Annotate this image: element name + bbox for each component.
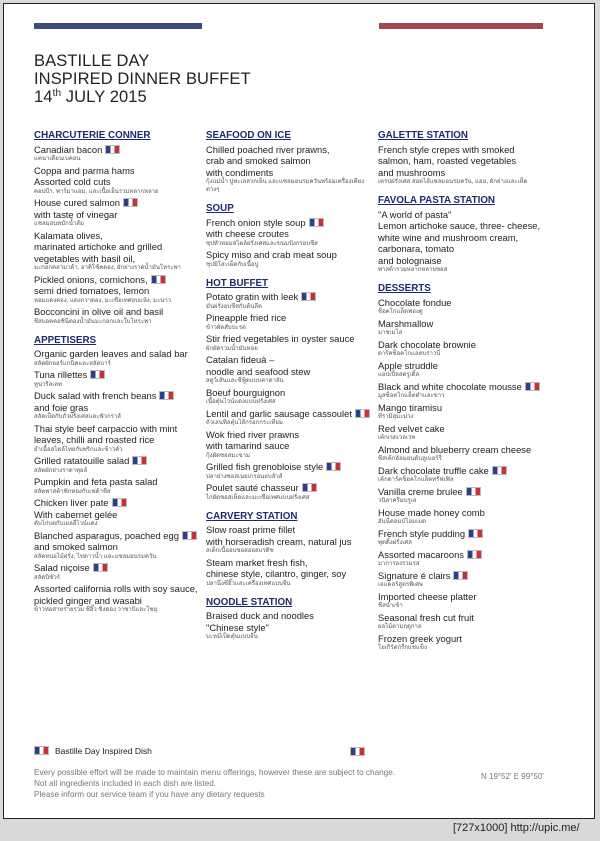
legend-label: Bastille Day Inspired Dish	[55, 746, 152, 756]
disclaimer	[34, 767, 404, 800]
menu-item	[378, 612, 558, 632]
dish-thai-name: มะกอกคลามาต้า, อาติโช้คดอง, ผักย่างราดน้ำมันโหระพา	[34, 265, 181, 271]
dish-name-line: white wine and mushroom cream,	[378, 231, 519, 243]
section-title: APPETISERS	[34, 334, 97, 346]
menu-item	[378, 381, 558, 401]
dish-thai-name: ซุปหัวหอมสไตล์ฝรั่งเศสและขนมปังกรอบชีส	[206, 240, 318, 247]
menu-item	[378, 528, 558, 548]
menu-item	[378, 465, 558, 485]
dish-name-line: Grilled fish grenobloise style	[206, 461, 376, 473]
menu-item	[206, 312, 376, 332]
watermark-text: [727x1000] http://upic.me/	[453, 822, 580, 834]
menu-item	[34, 306, 202, 326]
dish-name: House cured salmon	[34, 197, 120, 208]
menu-item	[34, 197, 202, 228]
legend	[34, 746, 152, 756]
menu-item	[206, 524, 376, 555]
dish-thai-name: กุ้งผัดซอสมะขาม	[206, 452, 250, 459]
menu-section	[206, 597, 376, 642]
dish-thai-name: สเต็กเนื้ออบซอสฮอสแรดิช	[206, 548, 274, 554]
menu-item	[34, 369, 202, 389]
dish-thai-name: ซุปมิโสะเผ็ดกับเนื้อปู	[206, 261, 259, 268]
menu-section	[206, 278, 376, 502]
dish-thai-name: มาการองรวมรส	[378, 561, 420, 567]
dish-name-wrap	[34, 530, 202, 542]
menu-column-2	[206, 130, 376, 643]
section-title: GALETTE STATION	[378, 130, 468, 141]
dish-name-line: Thai style beef carpaccio with mint	[34, 422, 178, 434]
dish-thai-name: สลัดนิซัวร์	[34, 574, 61, 581]
title-line-1: BASTILLE DAY	[34, 52, 150, 70]
dish-thai-name: สตูว์เส้นและซีฟู้ดแบบคาตาลัน	[206, 378, 284, 384]
menu-item	[34, 476, 202, 496]
menu-item	[378, 144, 558, 187]
dish-name: Duck salad with french beans	[34, 390, 157, 401]
dish-thai-name: มาชเมโล่	[378, 330, 403, 336]
menu-item	[34, 165, 202, 196]
dish-thai-name: ตับไก่บดกับเยลลี่ไวน์แดง	[34, 521, 98, 527]
french-flag-icon	[525, 382, 540, 391]
dish-name-line: Organic garden leaves and salad bar	[34, 348, 188, 359]
dish-name-line: Tuna rillettes	[34, 369, 202, 381]
menu-column-1	[34, 130, 202, 616]
dish-name-line-2: and foie gras	[34, 401, 89, 413]
dish-name-line: noodle and seafood stew	[206, 365, 311, 377]
french-flag-icon	[302, 483, 317, 492]
menu-item	[34, 562, 202, 582]
dish-name-line: Assorted california rolls with soy sauce,	[34, 583, 198, 594]
dish-thai-name: แคนาเดียนเบคอน	[34, 156, 81, 162]
menu-section	[206, 130, 376, 194]
dish-thai-name: ชีสนำเข้า	[378, 603, 403, 609]
menu-item	[206, 144, 376, 195]
top-bar-blue	[34, 23, 202, 29]
french-flag-icon	[93, 563, 108, 572]
dish-thai-name: สลัดผักออร์แกนิคและสลัดบาร์	[34, 360, 111, 367]
dish-thai-name: วนิลาครีมบรูเล	[378, 498, 417, 504]
dish-name-line: with tamarind sauce	[206, 440, 290, 451]
dish-name-line: Canadian bacon	[34, 144, 202, 156]
dish-thai-name: ปลานึ่งซีอิ๊วและเครื่องเทศแบบจีน	[206, 580, 291, 587]
menu-title	[34, 52, 251, 106]
dish-name-line: Chilled poached river prawns,	[206, 143, 330, 155]
french-flag-icon	[123, 198, 138, 207]
dish-name-line: Salad niçoise	[34, 562, 202, 574]
menu-item	[378, 209, 558, 275]
menu-item	[378, 444, 558, 464]
dish-name-line: "Chinese style"	[206, 621, 269, 633]
menu-item	[206, 217, 376, 248]
section-title: FAVOLA PASTA STATION	[378, 195, 496, 206]
menu-item	[206, 461, 376, 481]
dish-name-line: with horseradish cream, natural jus	[206, 535, 352, 547]
dish-name-line-2: semi dried tomatoes, lemon	[34, 285, 150, 296]
dish-name-line: Seasonal fresh cut fruit	[378, 611, 474, 623]
menu-sheet	[3, 3, 595, 819]
menu-item	[34, 497, 202, 528]
french-flag-icon	[453, 571, 468, 580]
dish-name-line: Dark chocolate truffle cake	[378, 465, 558, 477]
dish-thai-name: เนื้อตุ๋นไวน์แดงแบบฝรั่งเศส	[206, 399, 276, 405]
menu-column-3	[378, 130, 558, 654]
dish-name-line: Dark chocolate brownie	[378, 338, 476, 350]
french-flag-icon	[132, 456, 147, 465]
section-title: CARVERY STATION	[206, 510, 298, 522]
dish-name-line: "A world of pasta"	[378, 208, 452, 220]
french-flag-icon	[112, 498, 127, 507]
dish-thai-name: ปลาย่างซอสเนยเกรอนอบลัวส์	[206, 473, 283, 480]
french-flag-icon	[34, 746, 49, 755]
dish-name-line: Vanilla creme brulee	[378, 486, 558, 498]
dish-name-line: Grilled ratatouille salad	[34, 455, 202, 467]
french-flag-icon	[326, 462, 341, 471]
dish-name-wrap	[34, 390, 202, 402]
french-flag-icon	[466, 487, 481, 496]
menu-item	[378, 423, 558, 443]
dish-name-line: Red velvet cake	[378, 422, 445, 434]
menu-item	[378, 318, 558, 338]
french-flag-icon	[182, 531, 197, 540]
menu-item	[206, 557, 376, 588]
french-flag-icon	[90, 370, 105, 379]
title-line-2: INSPIRED DINNER BUFFET	[34, 70, 251, 88]
menu-item	[34, 144, 202, 164]
dish-name-line: vegetables with basil oil,	[34, 252, 136, 264]
dish-name-line: and bolognaise	[378, 254, 442, 266]
french-flag-icon	[355, 409, 370, 418]
menu-item	[34, 348, 202, 368]
dish-name-line: Pumpkin and feta pasta salad	[34, 476, 158, 487]
disclaimer-line-2: Not all ingredients included in each dish are listed.	[34, 779, 217, 788]
dish-thai-name: ฮันนี่คอมบ์โฮมเมด	[378, 519, 426, 525]
dish-thai-name: ผลไม้ตามฤดูกาล	[378, 624, 422, 630]
dish-thai-name: ชีสบอคคอชินีดองน้ำมันมะกอกและใบโหระพา	[34, 318, 152, 325]
dish-name-line-2: with taste of vinegar	[34, 208, 118, 220]
menu-item	[206, 354, 376, 385]
menu-item	[206, 333, 376, 353]
dish-name-line: French style crepes with smoked	[378, 143, 515, 155]
menu-section	[206, 511, 376, 588]
dish-name-line: Catalan fideuà –	[206, 354, 275, 365]
dish-name-wrap	[34, 274, 202, 286]
date-day: 14	[34, 88, 53, 106]
dish-thai-name: เค้กดาร์คช็อคโกแล็ตทรัฟเฟิล	[378, 477, 454, 483]
menu-item	[206, 482, 376, 502]
menu-item	[378, 402, 558, 422]
dish-name-line: Braised duck and noodles	[206, 610, 314, 621]
dish-thai-name: โยเกิร์ตกรีกแช่แข็ง	[378, 645, 427, 651]
dish-name-line: Frozen greek yogurt	[378, 632, 462, 644]
dish-name-line: Spicy miso and crab meat soup	[206, 249, 337, 260]
dish-name-line: crab and smoked salmon	[206, 155, 311, 166]
french-flag-icon	[159, 391, 174, 400]
dish-name-wrap	[34, 497, 202, 509]
dish-thai-name: ยำเนื้อสไตล์ไทยกับพริกและข้าวคั่ว	[34, 446, 123, 453]
menu-item	[34, 390, 202, 421]
dish-name: Blanched asparagus, poached egg	[34, 529, 179, 541]
dish-name-wrap	[34, 197, 202, 209]
menu-item	[34, 423, 202, 454]
dish-name-line: Assorted cold cuts	[34, 176, 111, 187]
french-flag-icon	[301, 292, 316, 301]
dish-thai-name: คอปป้า, พาร์มาแฮม, และเนื้อเย็นรวมหลากหลาย	[34, 188, 159, 195]
dish-thai-name: สลัดผักย่างราตาทุยล์	[34, 467, 88, 474]
dish-name-line-2: with cheese croutes	[206, 228, 289, 239]
dish-thai-name: เค้กเรดเวลเวท	[378, 435, 416, 441]
dish-name-line-2: and smoked salmon	[34, 541, 118, 552]
menu-section	[206, 203, 376, 269]
dish-thai-name: มูสช็อคโกแล็ตดำและขาว	[378, 393, 445, 399]
dish-thai-name: สลัดหน่อไม้ฝรั่ง, ไข่ดาวน้ำ และแซลมอนรมควัน	[34, 553, 157, 560]
dish-thai-name: บะหมี่เป็ดตุ๋นแบบจีน	[206, 634, 258, 640]
dish-thai-name: แอปเปิ้ลสตรูเดิ้ล	[378, 372, 420, 378]
dish-name-line: Potato gratin with leek	[206, 291, 376, 303]
menu-item	[378, 360, 558, 380]
dish-thai-name: แซลมอนหมักน้ำส้ม	[34, 221, 84, 227]
menu-section	[378, 283, 558, 652]
menu-item	[378, 486, 558, 506]
dish-name-line: Stir fried vegetables in oyster sauce	[206, 333, 355, 344]
section-title: HOT BUFFET	[206, 277, 269, 289]
dish-name-line: Lentil and garlic sausage cassoulet	[206, 408, 376, 420]
dish-name-line: Chocolate fondue	[378, 296, 452, 308]
disclaimer-line-1: Every possible effort will be made to maintain menu offerings, however these are subject to change.	[34, 768, 396, 777]
dish-name-line: Almond and blueberry cream cheese	[378, 443, 532, 455]
menu-item	[206, 249, 376, 269]
dish-name-line: salmon, ham, roasted vegetables	[378, 155, 517, 166]
menu-item	[34, 230, 202, 273]
dish-thai-name: ไก่ผัดซอสเห็ดและมะเขือเทศแบบฝรั่งเศส	[206, 494, 310, 501]
dish-thai-name: กุ้งแม่น้ำ ปูทะเลลวกเย็น และแซลมอนรมควันพร้อมเครื่องเคียงต่างๆ	[206, 179, 365, 193]
menu-item	[206, 408, 376, 428]
dish-thai-name: ชีสเค้กอัลมอนด์บลูเบอร์รี่	[378, 456, 442, 462]
french-flag-icon	[309, 218, 324, 227]
dish-name-line: marinated artichoke and grilled	[34, 241, 163, 252]
dish-name-line: Poulet sauté chasseur	[206, 482, 376, 494]
french-flag-icon	[467, 550, 482, 559]
dish-name-line: Pineapple fried rice	[206, 312, 287, 323]
dish-thai-name: เครปฝรั่งเศส สอดไส้แซลมอนรมควัน, แฮม, ผักย่างและเห็ด	[378, 179, 528, 185]
dish-name: Pickled onions, cornichons,	[34, 273, 148, 285]
dish-name-line: chinese style, cilantro, ginger, soy	[206, 568, 347, 579]
menu-item	[34, 274, 202, 305]
dish-name: Chicken liver pate	[34, 497, 109, 508]
french-flag-icon	[468, 529, 483, 538]
dish-name-line: French style pudding	[378, 528, 558, 540]
coordinates: N 19°52' E 99°50'	[481, 772, 544, 781]
top-bar-red	[379, 23, 543, 29]
french-flag-icon	[151, 275, 166, 284]
menu-item	[34, 530, 202, 561]
dish-thai-name: ข้าวห่อสาหร่ายรวม ซีอิ๊ว ขิงดอง วาซาบิและโชยุ	[34, 607, 158, 613]
dish-name-line: Wok fried river prawns	[206, 428, 300, 440]
menu-item	[206, 610, 376, 641]
menu-item	[378, 507, 558, 527]
section-title: DESSERTS	[378, 283, 431, 294]
dish-name: French onion style soup	[206, 216, 306, 228]
menu-item	[206, 387, 376, 407]
dish-name-line: Kalamata olives,	[34, 229, 103, 241]
section-title: CHARCUTERIE CONNER	[34, 130, 151, 141]
dish-name-line: Marshmallow	[378, 317, 434, 329]
dish-name-line-2: With cabernet gelée	[34, 508, 118, 520]
dish-thai-name: ทูน่าริลเลท	[34, 381, 63, 388]
date-suffix: th	[52, 88, 62, 99]
section-title: SEAFOOD ON ICE	[206, 130, 291, 141]
menu-section	[378, 130, 558, 186]
dish-name-line: Imported cheese platter	[378, 590, 477, 602]
dish-thai-name: ผักผัดรวมน้ำมันหอย	[206, 345, 258, 352]
dish-thai-name: ทีรามิสุมะม่วง	[378, 414, 414, 420]
dish-thai-name: ช็อคโกแล็ตฟองดู	[378, 309, 423, 315]
dish-name-line: Black and white chocolate mousse	[378, 381, 558, 393]
dish-name-line: Bocconcini in olive oil and basil	[34, 306, 164, 317]
french-flag-icon	[105, 145, 120, 154]
dish-name-line: Lemon artichoke sauce, three- cheese,	[378, 220, 541, 231]
menu-item	[34, 455, 202, 475]
dish-thai-name: หอมแดงดอง, แตงกวาดอง, มะเขือเทศอบแห้ง, มะนาว	[34, 297, 172, 304]
dish-thai-name: พุดดิ้งฝรั่งเศส	[378, 540, 412, 546]
dish-name-line: Steam market fresh fish,	[206, 556, 308, 568]
menu-item	[206, 429, 376, 460]
dish-name-line: Assorted macaroons	[378, 549, 558, 561]
disclaimer-line-3: Please inform our service team if you have any dietary requests	[34, 790, 265, 799]
dish-name-line: with condiments	[206, 166, 274, 178]
dish-thai-name: สลัดพาสต้าฟักทองกับเฟต้าชีส	[34, 488, 111, 495]
menu-item	[206, 291, 376, 311]
dish-name-line: House made honey comb	[378, 506, 485, 518]
dish-name-line: Coppa and parma hams	[34, 164, 135, 176]
dish-name-line: Apple struddle	[378, 359, 438, 371]
dish-thai-name: ข้าวผัดสับปะรด	[206, 324, 246, 331]
menu-item	[378, 591, 558, 611]
section-title: SOUP	[206, 203, 234, 214]
menu-item	[378, 633, 558, 653]
menu-section	[378, 195, 558, 274]
dish-name-wrap	[206, 217, 376, 229]
dish-name-line: Mango tiramisu	[378, 401, 443, 413]
french-flag-icon	[350, 747, 365, 756]
french-flag-icon	[492, 466, 507, 475]
dish-thai-name: ถั่วเลนทิลตุ๋นไส้กรอกกระเทียม	[206, 420, 283, 426]
menu-item	[378, 339, 558, 359]
dish-name-line: Boeuf bourguignon	[206, 386, 286, 398]
section-title: NOODLE STATION	[206, 596, 293, 608]
dish-thai-name: สลัดเป็ดกับถั่วฝรั่งเศสและฟัวกราส์	[34, 414, 121, 420]
date-rest: JULY 2015	[65, 88, 147, 106]
dish-name-line: pickled ginger and wasabi	[34, 594, 142, 606]
menu-item	[34, 583, 202, 614]
menu-item	[378, 297, 558, 317]
dish-name-line: Signature é clairs	[378, 570, 558, 582]
dish-name-line: Slow roast prime fillet	[206, 524, 296, 535]
dish-thai-name: ดาร์คช็อคโกแลตบราวนี่	[378, 351, 441, 357]
dish-thai-name: เอแคลร์สูตรพิเศษ	[378, 582, 423, 588]
dish-thai-name: มันฝรั่งอบชีสกับต้นลีค	[206, 303, 263, 310]
menu-item	[378, 570, 558, 590]
dish-name-line: leaves, chilli and roasted rice	[34, 434, 155, 445]
menu-section	[34, 335, 202, 615]
dish-name-line: and mushrooms	[378, 166, 446, 178]
dish-name-line: carbonara, tomato	[378, 243, 455, 254]
title-date	[34, 88, 251, 106]
menu-section	[34, 130, 202, 326]
dish-thai-name: พาสต้ารวมหลากหลายซอส	[378, 267, 448, 273]
menu-item	[378, 549, 558, 569]
